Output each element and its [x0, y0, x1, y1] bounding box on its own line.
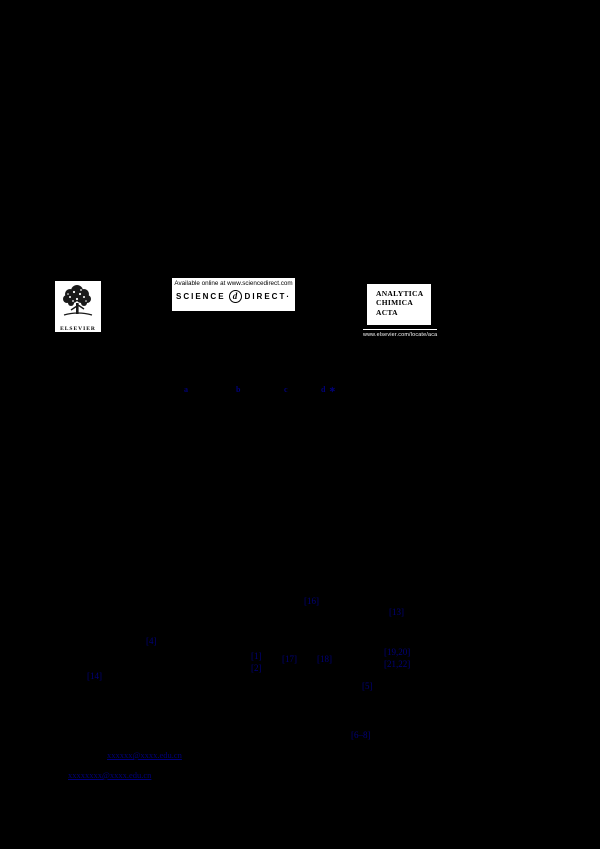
author-superscript-link[interactable]: a — [184, 385, 188, 394]
sciencedirect-wordmark — [172, 290, 295, 303]
elsevier-wordmark: ELSEVIER — [60, 326, 96, 332]
citation-link[interactable]: [13] — [389, 607, 404, 617]
elsevier-logo — [55, 281, 101, 332]
citation-link[interactable]: [2] — [251, 663, 262, 673]
citation-link[interactable]: [6–8] — [351, 730, 371, 740]
citation-link[interactable]: [4] — [146, 636, 157, 646]
citation-link[interactable]: [5] — [362, 681, 373, 691]
elsevier-tree-icon — [57, 310, 99, 327]
citation-link[interactable]: [1] — [251, 651, 262, 661]
author-superscript-link[interactable]: d — [321, 385, 326, 394]
journal-title-line3: ACTA — [376, 307, 398, 317]
author-superscript-link[interactable]: b — [236, 385, 241, 394]
citation-link[interactable]: [17] — [282, 654, 297, 664]
email-link[interactable]: xxxxxx@xxxx.edu.cn — [107, 750, 182, 760]
citation-link[interactable]: [16] — [304, 596, 319, 606]
journal-title-line2: CHIMICA — [376, 298, 414, 308]
email-link[interactable]: xxxxxxxx@xxxx.edu.cn — [68, 770, 152, 780]
author-superscript-link[interactable]: c — [284, 385, 288, 394]
sciencedirect-word-science: SCIENCE — [175, 292, 226, 301]
sciencedirect-word-direct: DIRECT· — [244, 292, 291, 301]
sciencedirect-tagline: Available online at www.sciencedirect.com — [174, 280, 293, 287]
citation-link[interactable]: [14] — [87, 671, 102, 681]
sciencedirect-d-icon: d — [229, 290, 242, 303]
citation-link[interactable]: [21,22] — [384, 659, 411, 669]
corresponding-author-asterisk-link[interactable]: ∗ — [329, 385, 336, 394]
citation-link[interactable]: [19,20] — [384, 647, 411, 657]
journal-title-line1: ANALYTICA — [376, 289, 424, 298]
journal-title — [376, 289, 431, 317]
sciencedirect-banner — [172, 278, 295, 311]
citation-link[interactable]: [18] — [317, 654, 332, 664]
journal-masthead — [367, 280, 431, 325]
journal-url-link[interactable]: www.elsevier.com/locate/aca — [363, 329, 437, 338]
